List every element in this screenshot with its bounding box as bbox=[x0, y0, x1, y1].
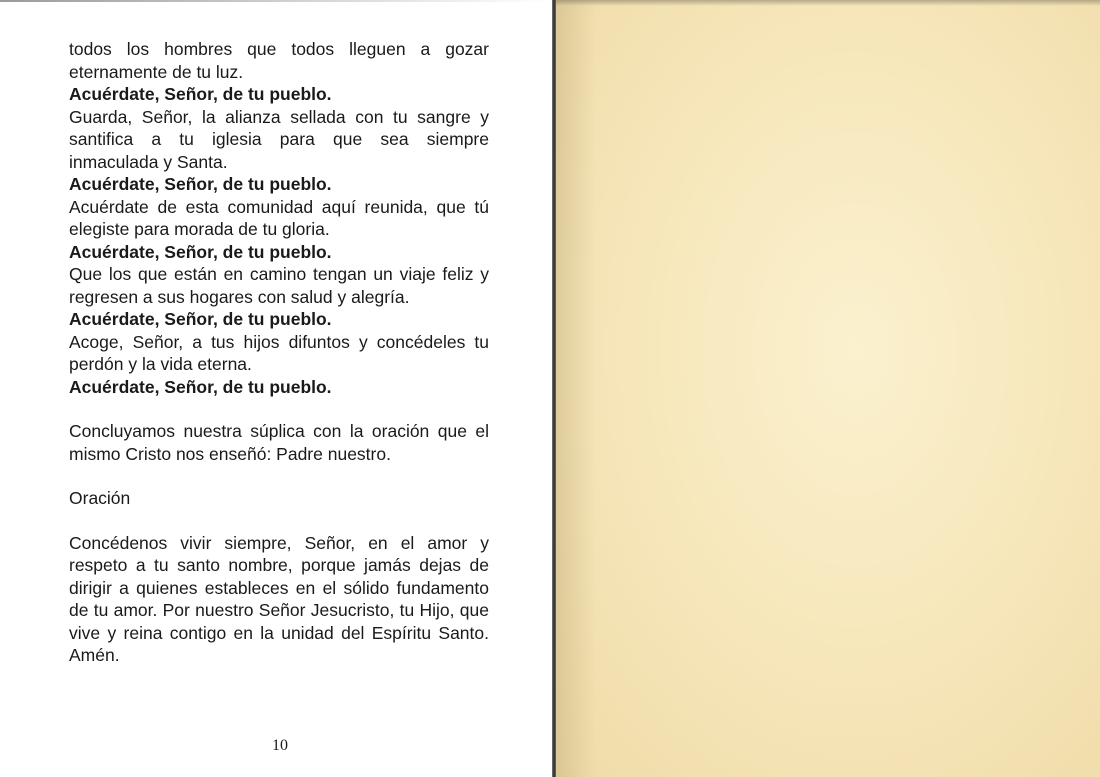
prayer-text: Concédenos vivir siempre, Señor, en el amor y respeto a tu santo nombre, porque jamás dejas de dirigir a quienes estableces en el sólido fundamento de tu amor. Por nuestro Señor Jesucristo, tu Hijo, que vive y reina contigo en la unidad del Espíritu Santo. Amén. bbox=[69, 532, 489, 665]
prayer-heading: Oración bbox=[69, 488, 131, 508]
response-line: Acuérdate, Señor, de tu pueblo. bbox=[69, 84, 332, 104]
right-page-shadow bbox=[556, 0, 596, 777]
paragraph-spacer bbox=[69, 465, 489, 487]
intercession-text: todos los hombres que todos lleguen a gozar eternamente de tu luz. bbox=[69, 39, 489, 82]
intercession-text: Acoge, Señor, a tus hijos difuntos y concédeles tu perdón y la vida eterna. bbox=[69, 331, 489, 374]
closing-invitation: Concluyamos nuestra súplica con la oración que el mismo Cristo nos enseñó: Padre nuestro. bbox=[69, 421, 489, 464]
intercession-text: Que los que están en camino tengan un viaje feliz y regresen a sus hogares con salud y alegría. bbox=[69, 264, 489, 307]
top-rule bbox=[0, 0, 552, 2]
paragraph-spacer bbox=[69, 398, 489, 420]
right-page-blank bbox=[556, 0, 1100, 777]
response-line: Acuérdate, Señor, de tu pueblo. bbox=[69, 174, 332, 194]
intercession-text: Guarda, Señor, la alianza sellada con tu sangre y santifica a tu iglesia para que sea siempre inmaculada y Santa. bbox=[69, 106, 489, 172]
page-number: 10 bbox=[272, 737, 288, 754]
right-page-top-shadow bbox=[556, 0, 1100, 6]
body-text bbox=[69, 38, 489, 667]
intercession-text: Acuérdate de esta comunidad aquí reunida, que tú elegiste para morada de tu gloria. bbox=[69, 196, 489, 239]
response-line: Acuérdate, Señor, de tu pueblo. bbox=[69, 241, 332, 262]
response-line: Acuérdate, Señor, de tu pueblo. bbox=[69, 309, 332, 329]
paragraph-spacer bbox=[69, 510, 489, 532]
response-line: Acuérdate, Señor, de tu pueblo. bbox=[69, 376, 332, 397]
